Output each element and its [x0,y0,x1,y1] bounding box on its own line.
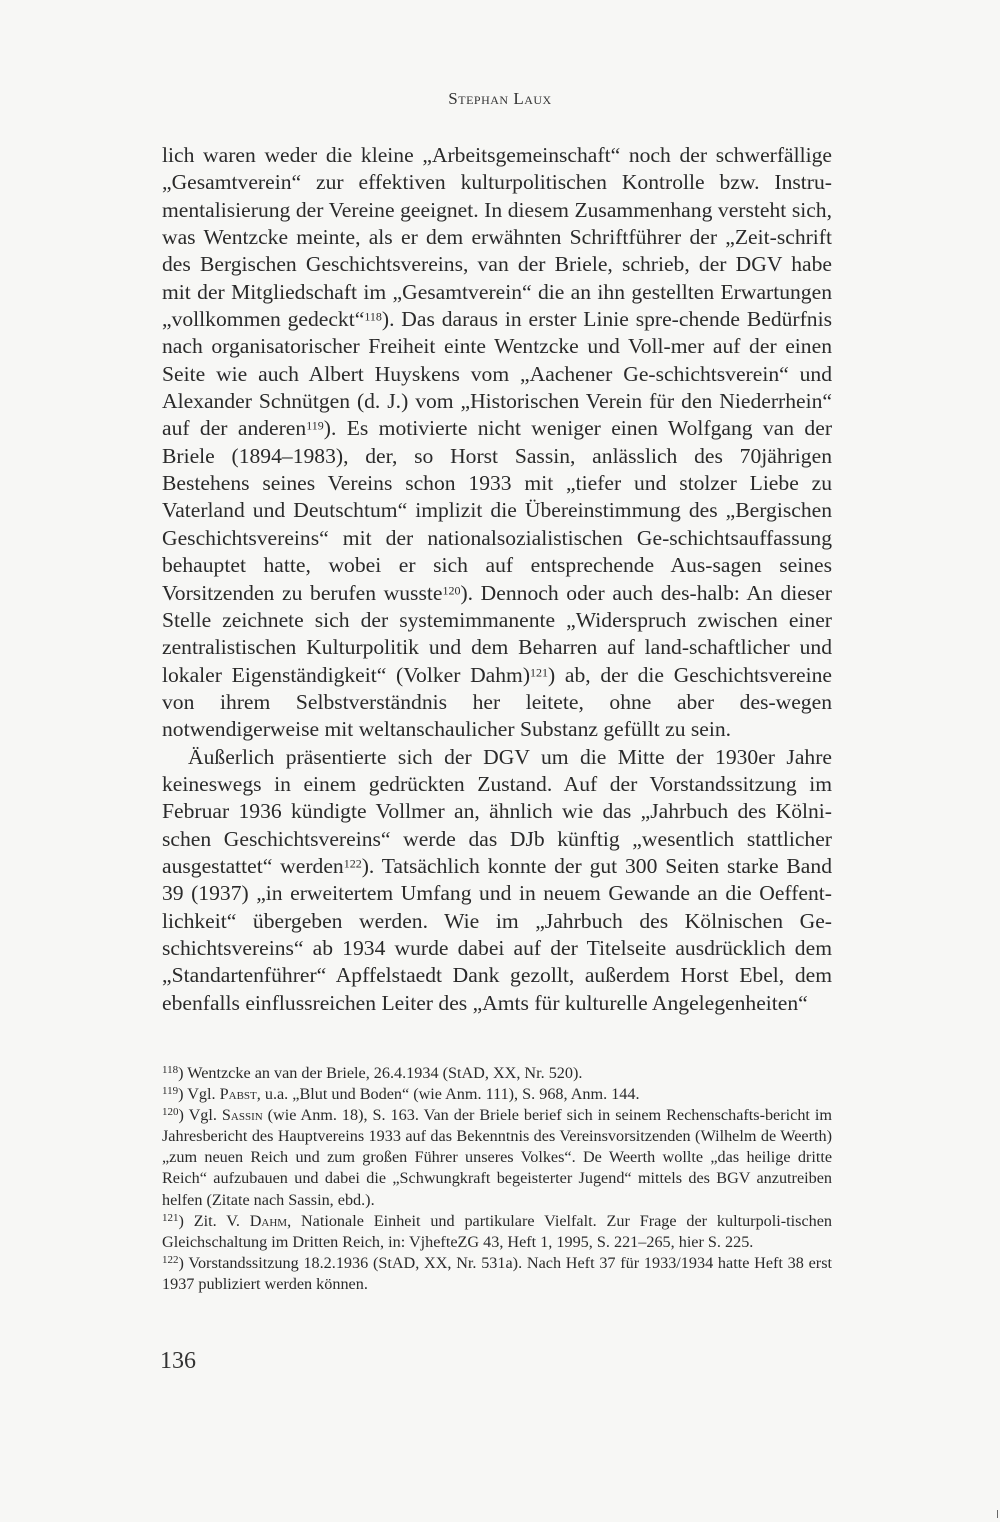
paragraph-1 [162,142,832,744]
footnote-ref-119[interactable]: 119 [306,419,324,434]
text-segment: ). Es motivierte nicht weniger einen Wolfgang van der Briele (1894–1983), der, so Horst Sassin, anlässlich des 70jährigen Bestehens seines Vereins schon 1933 mit „tiefer und stolzer Liebe zu Vaterland und Deutschtum“ implizit die Übereinstimmung des „Bergischen Geschichtsvereins“ mit der nationalsozialistischen Ge-schichtsauffassung behauptet hatte, wobei er sich auf entsprechende Aus-sagen seines Vorsitzenden zu berufen wusste [162,416,833,605]
footnote-text: ) Wentzcke an van der Briele, 26.4.1934 (StAD, XX, Nr. 520). [178,1064,583,1082]
paragraph-2 [162,744,832,1017]
page-number: 136 [160,1348,196,1374]
main-text [162,142,832,1017]
text-segment: ) ab, der die Geschichtsvereine von ihrem Selbstverständnis her leitete, ohne aber des-wegen notwendigerweise mit weltanschaulicher Substanz gefüllt zu sein. [162,662,832,742]
footnote-author: Dahm [249,1211,288,1230]
footnote-text: ) Vgl. [178,1085,220,1104]
footnote-number: 119 [162,1085,179,1098]
footnote-number: 120 [162,1106,179,1119]
footnote-text: ) Vgl. [178,1106,222,1125]
footnote-text: , u.a. „Blut und Boden“ (wie Anm. 111), S. 968, Anm. 144. [256,1085,640,1104]
footnotes [162,1063,832,1295]
footnote-text: (wie Anm. 18), S. 163. Van der Briele berief sich in seinem Rechenschafts-bericht im Jahresbericht des Hauptvereins 1933 auf das Bekenntnis des Vereinsvorsitzenden (Wilhelm de Weerth) „zum neuen Reich und zum großen Führer unseres Volkes“. De Weerth wollte „das heilige dritte Reich“ aufzubauen und dabei die „Schwungkraft begeisterter Jugend“ mittels des BGV anzutreiben helfen (Zitate nach Sassin, ebd.). [162,1106,832,1209]
footnote [162,1253,832,1295]
footnote-author: Pabst [219,1085,257,1104]
footnote [162,1105,832,1210]
footnote-ref-121[interactable]: 121 [530,665,549,680]
text-segment: ). Das daraus in erster Linie spre-chende Bedürfnis nach organisatorischer Freiheit einte Wentzcke und Voll-mer auf der einen Seite wie auch Albert Huyskens vom „Aachener Ge-schichtsverein“ und Alexander Schnütgen (d. J.) vom „Historischen Verein für den Niederrhein“ auf der anderen [162,307,832,441]
footnote [162,1084,832,1105]
footnote-number: 121 [162,1211,179,1224]
text-segment: lich waren weder die kleine „Arbeitsgemeinschaft“ noch der schwerfällige „Gesamtverein“ zur effektiven kulturpolitischen Kontrolle bzw. Instru-mentalisierung der Vereine geeignet. In diesem Zusammenhang versteht sich, was Wentzcke meinte, als er dem erwähnten Schriftführer der „Zeit-schrift des Bergischen Geschichtsvereins, van der Briele, schrieb, der DGV habe mit der Mitgliedschaft im „Gesamtverein“ die an ihn gestellten Erwartungen „vollkommen gedeckt“ [162,143,832,332]
footnote-ref-120[interactable]: 120 [442,583,461,598]
footnote-text: , Nationale Einheit und partikulare Vielfalt. Zur Frage der kulturpoli-tischen Gleichschaltung im Dritten Reich, in: VjhefteZG 43, Heft 1, 1995, S. 221–265, hier S. 225. [162,1211,832,1251]
footnote-number: 118 [162,1064,179,1077]
footnote [162,1063,832,1084]
text-segment: ). Tatsächlich konnte der gut 300 Seiten starke Band 39 (1937) „in erweitertem Umfang und in neuem Gewande an die Oeffent-lichkeit“ übergeben werden. Wie im „Jahrbuch des Kölnischen Ge-schichtsvereins“ ab 1934 wurde dabei auf der Titelseite ausdrücklich dem „Standartenführer“ Apffelstaedt Dank gezollt, außerdem Horst Ebel, dem ebenfalls einflussreichen Leiter des „Amts für kulturelle Angelegenheiten“ [162,853,832,1015]
footnote-text: ) Vorstandssitzung 18.2.1936 (StAD, XX, Nr. 531a). Nach Heft 37 für 1933/1934 hatte Heft 38 erst 1937 publiziert werden können. [162,1253,832,1293]
footnote-author: Sassin [221,1106,263,1125]
running-head: Stephan Laux [448,89,552,108]
footnote-text: ) Zit. V. [178,1211,250,1230]
footnote-number: 122 [162,1253,179,1266]
text-segment: Äußerlich präsentierte sich der DGV um die Mitte der 1930er Jahre keineswegs in einem gedrückten Zustand. Auf der Vorstandssitzung im Februar 1936 kündigte Vollmer an, ähnlich wie das „Jahrbuch des Kölni-schen Geschichtsvereins“ werde das DJb künftig „wesentlich stattlicher ausgestattet“ werden [162,744,832,878]
footnote-ref-118[interactable]: 118 [364,309,382,324]
scan-edge-mark [997,1510,998,1518]
footnote-ref-122[interactable]: 122 [343,856,362,871]
footnote [162,1211,832,1253]
text-segment: ). Dennoch oder auch des-halb: An dieser Stelle zeichnete sich der systemimmanente „Widerspruch zwischen einer zentralistischen Kulturpolitik und dem Beharren auf land-schaftlicher und lokaler Eigenständigkeit“ (Volker Dahm) [162,580,832,687]
